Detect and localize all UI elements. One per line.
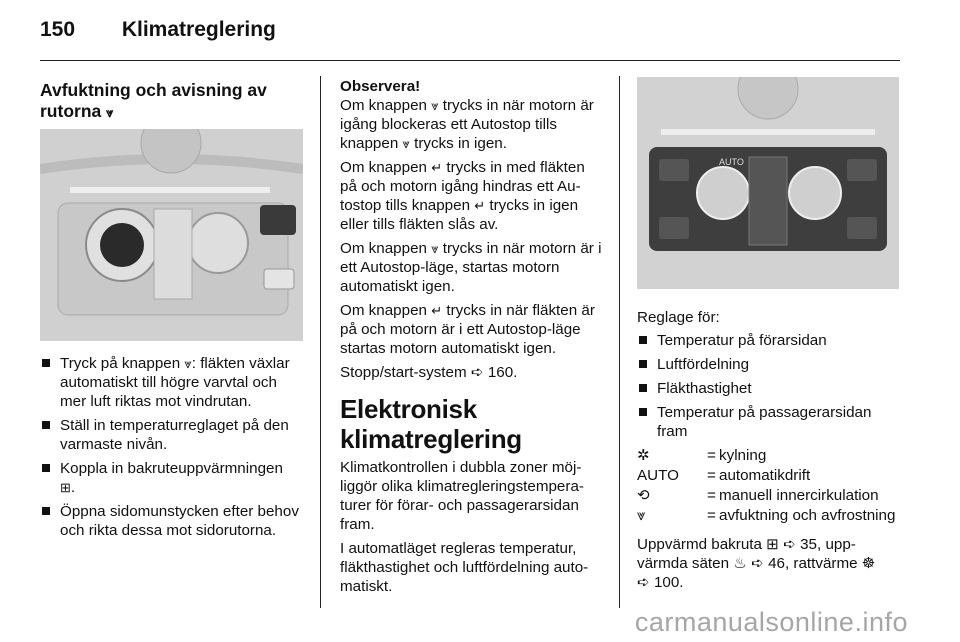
- page-number: 150: [40, 18, 76, 41]
- defrost-icon: ⩔: [402, 136, 410, 151]
- note-paragraph: Om knappen ⩔ trycks in när motorn är i ett Autostop-läge, startas motorn automatiskt igen.: [340, 240, 602, 295]
- middle-column: [340, 77, 604, 601]
- section-paragraph: I automatläget regleras temperatur, fläkthastighet och luftfördelning automatiskt.: [340, 540, 589, 595]
- bullet-item: Koppla in bakruteuppvärmningen ⊞.: [40, 459, 306, 497]
- bullet-item: Tryck på knappen ⩔: fläkten växlar automatiskt till högre varvtal och mer luft riktas mot vindrutan.: [40, 354, 306, 411]
- rear-window-heat-icon: ⊞: [60, 480, 71, 495]
- control-item: Fläkthastighet: [637, 379, 901, 398]
- header-rule: [40, 60, 900, 61]
- note-title: Observera!: [340, 78, 421, 95]
- note-paragraph: Om knappen ↵ trycks in när fläkten är på och motorn är i ett Autostop-läge startas motorn automatiskt igen.: [340, 302, 595, 357]
- recirculation-icon: ⟲: [637, 487, 650, 504]
- rear-window-heat-icon: ⊞: [766, 536, 779, 553]
- column-divider-2: [619, 76, 620, 608]
- note-paragraph: Om knappen ⩔ trycks in när motorn är igång blockeras ett Autostop tills knappen ⩔ trycks in igen.: [340, 97, 594, 152]
- controls-title: Reglage för:: [637, 309, 720, 326]
- page-header: [40, 18, 276, 42]
- defrost-icon: ⩔: [637, 507, 646, 524]
- defrost-icon: ⩔: [184, 356, 192, 371]
- control-item: Temperatur på förarsidan: [637, 331, 901, 350]
- electronic-climate-panel-photo: [637, 77, 899, 289]
- reference-arrow-icon: ➪: [637, 574, 650, 591]
- bullet-item: Öppna sidomunstycken efter behov och rikta dessa mot sidorutorna.: [40, 502, 306, 540]
- auto-button-label: AUTO: [719, 157, 744, 167]
- autostop-icon: ↵: [431, 303, 443, 318]
- heading-line-1: Avfuktning och avisning av: [40, 80, 267, 100]
- panel-illustration: [637, 77, 899, 289]
- heading-line-2: rutorna: [40, 101, 102, 121]
- defrost-icon: ⩔: [431, 98, 439, 113]
- column-divider-1: [320, 76, 321, 608]
- cooling-icon: ✲: [637, 447, 650, 464]
- legend-table: ✲ = kylning AUTO = automatikdrift ⟲ = manuell innercirkulation ⩔ = avfuktning och avfrostning: [637, 447, 896, 524]
- reference-line: Stopp/start-system ➪ 160.: [340, 364, 518, 381]
- footer-paragraph: Uppvärmd bakruta ⊞ ➪ 35, uppvärmda säten ♨ ➪ 46, rattvärme ☸ ➪ 100.: [637, 536, 876, 591]
- section-paragraph: Klimatkontrollen i dubbla zoner möjliggör olika klimatregleringstemperaturer för förar- och passagerarsidan fram.: [340, 459, 584, 533]
- steering-wheel-heat-icon: ☸: [861, 555, 876, 572]
- section-heading-defrost: [40, 80, 306, 123]
- climate-panel-photo: [40, 129, 303, 341]
- defrost-icon: ⩔: [106, 105, 114, 120]
- control-item: Luftfördelning: [637, 355, 901, 374]
- left-column: [40, 80, 306, 545]
- note-paragraph: Om knappen ↵ trycks in med fläkten på och motorn igång hindras ett Autostop tills knappen ↵ trycks in igen eller tills fläkten slås av.: [340, 159, 585, 233]
- right-column: [637, 77, 901, 597]
- auto-key: AUTO: [637, 467, 679, 484]
- reference-arrow-icon: ➪: [751, 555, 764, 572]
- bullet-item: Ställ in temperaturreglaget på den varmaste nivån.: [40, 416, 306, 454]
- reference-arrow-icon: ➪: [470, 364, 484, 381]
- section-title: Elektronisk klimatreglering: [340, 394, 522, 454]
- watermark: carmanualsonline.info: [634, 607, 908, 637]
- defrost-icon: ⩔: [431, 241, 439, 256]
- control-item: Temperatur på passagerarsidan fram: [637, 403, 901, 441]
- autostop-icon: ↵: [474, 198, 486, 213]
- reference-arrow-icon: ➪: [783, 536, 796, 553]
- seat-heat-icon: ♨: [733, 555, 747, 572]
- panel-illustration: [40, 129, 303, 341]
- chapter-title: Klimatreglering: [121, 18, 276, 41]
- autostop-icon: ↵: [431, 160, 443, 175]
